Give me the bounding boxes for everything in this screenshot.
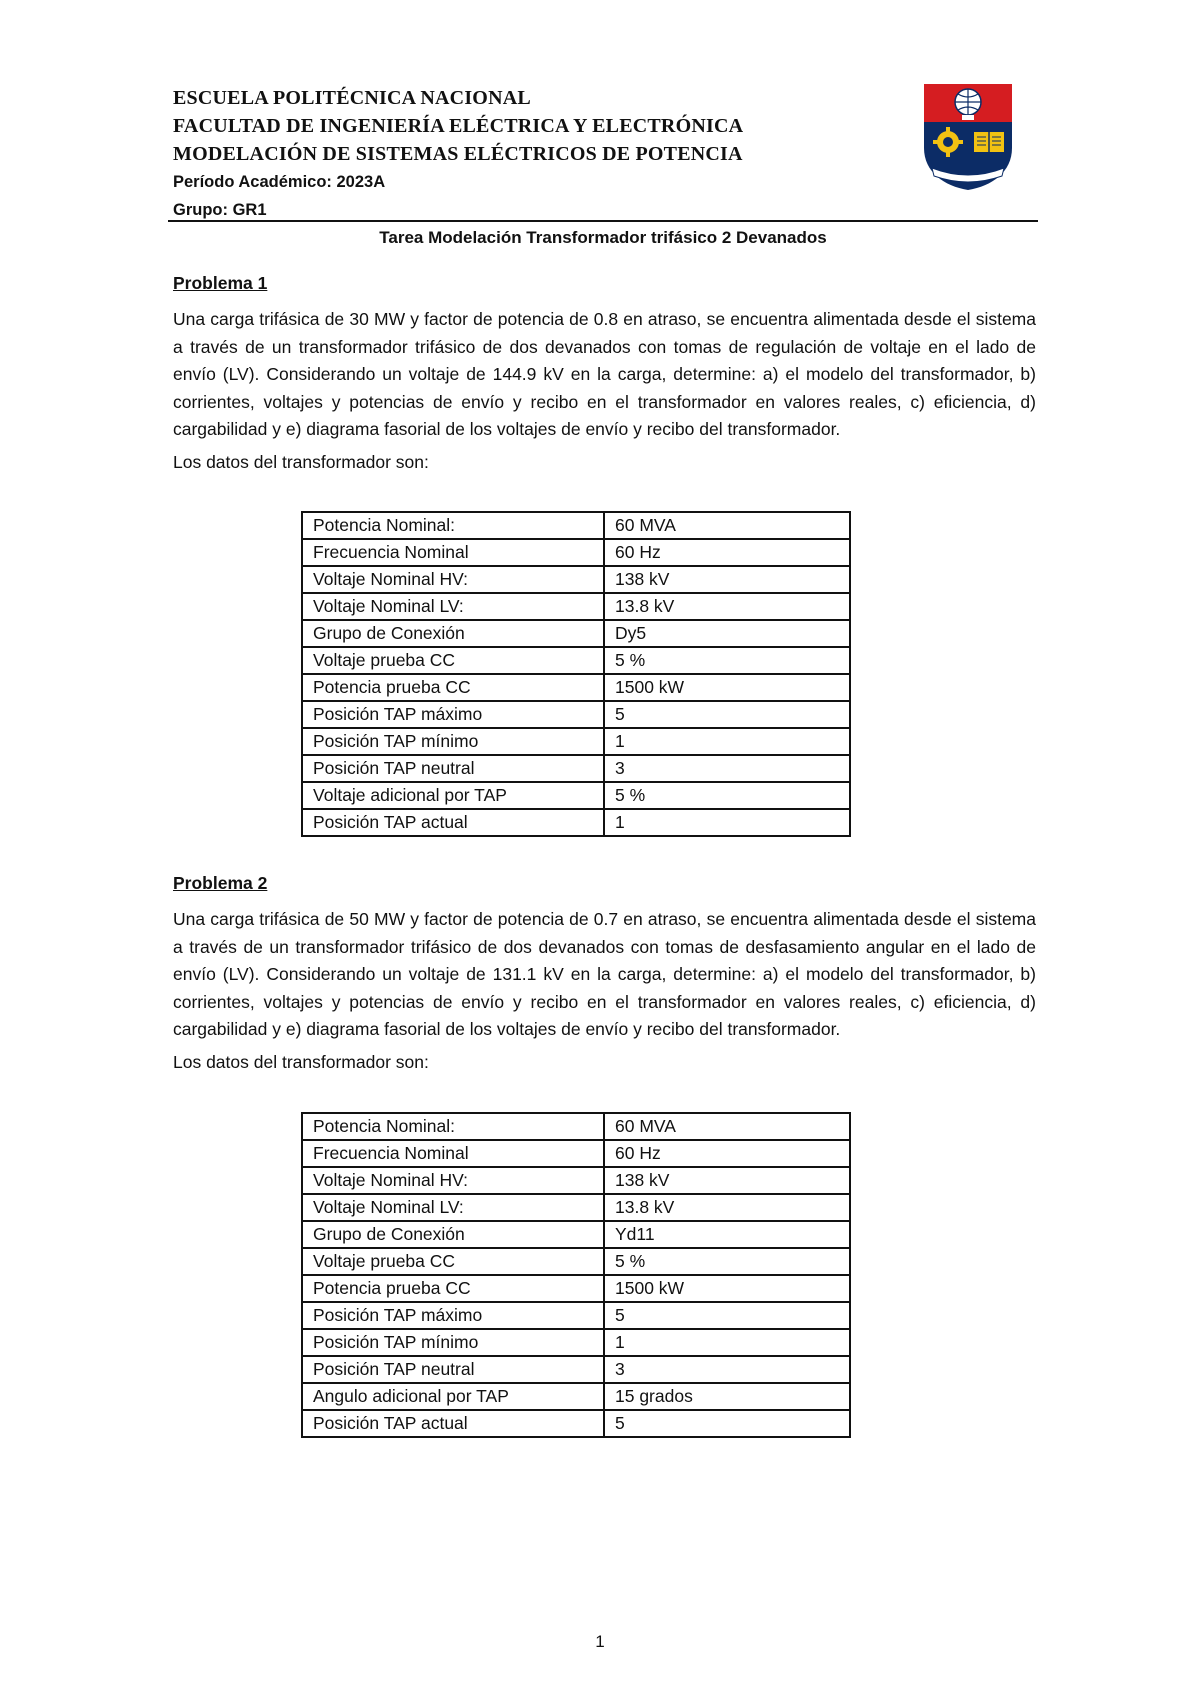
param-value: 5 [604, 1410, 850, 1437]
problem-2-intro: Los datos del transformador son: [173, 1051, 429, 1072]
table-row [302, 647, 850, 674]
param-value: 5 % [604, 647, 850, 674]
param-value: 1500 kW [604, 1275, 850, 1302]
param-name: Potencia prueba CC [302, 1275, 604, 1302]
param-value: 138 kV [604, 1167, 850, 1194]
table-row [302, 728, 850, 755]
task-title: Tarea Modelación Transformador trifásico 2 Devanados [379, 228, 827, 247]
param-value: 60 Hz [604, 539, 850, 566]
table-row [302, 674, 850, 701]
param-value: 60 Hz [604, 1140, 850, 1167]
problem-2-data-table [301, 1112, 851, 1438]
document-header [173, 84, 1033, 224]
param-value: 13.8 kV [604, 1194, 850, 1221]
table-row [302, 1194, 850, 1221]
problem-1-data-table [301, 511, 851, 837]
param-value: 60 MVA [604, 512, 850, 539]
param-name: Voltaje Nominal LV: [302, 593, 604, 620]
header-divider [168, 220, 1038, 222]
param-name: Posición TAP máximo [302, 1302, 604, 1329]
table-row [302, 1275, 850, 1302]
param-value: Yd11 [604, 1221, 850, 1248]
table-row [302, 1221, 850, 1248]
param-name: Posición TAP actual [302, 809, 604, 836]
university-logo [922, 82, 1014, 194]
param-value: 5 % [604, 1248, 850, 1275]
param-name: Potencia Nominal: [302, 1113, 604, 1140]
table-row [302, 539, 850, 566]
param-name: Posición TAP mínimo [302, 728, 604, 755]
university-crest-icon [922, 82, 1014, 194]
problem-1-title: Problema 1 [173, 273, 268, 293]
param-name: Grupo de Conexión [302, 620, 604, 647]
param-name: Voltaje adicional por TAP [302, 782, 604, 809]
param-value: 1 [604, 728, 850, 755]
param-value: 60 MVA [604, 1113, 850, 1140]
param-value: 5 % [604, 782, 850, 809]
param-value: 1 [604, 809, 850, 836]
param-name: Voltaje prueba CC [302, 647, 604, 674]
institution-name: ESCUELA POLITÉCNICA NACIONAL [173, 87, 531, 109]
param-name: Frecuencia Nominal [302, 1140, 604, 1167]
param-name: Voltaje Nominal HV: [302, 566, 604, 593]
param-name: Potencia Nominal: [302, 512, 604, 539]
param-value: 13.8 kV [604, 593, 850, 620]
table-row [302, 1167, 850, 1194]
table-row [302, 593, 850, 620]
table-row [302, 1113, 850, 1140]
param-value: 138 kV [604, 566, 850, 593]
param-name: Posición TAP máximo [302, 701, 604, 728]
table-row [302, 512, 850, 539]
faculty-name: FACULTAD DE INGENIERÍA ELÉCTRICA Y ELECTRÓNICA [173, 115, 744, 137]
course-name: MODELACIÓN DE SISTEMAS ELÉCTRICOS DE POTENCIA [173, 143, 743, 165]
table-row [302, 1248, 850, 1275]
param-value: 1 [604, 1329, 850, 1356]
page-number: 1 [595, 1632, 605, 1651]
param-name: Voltaje Nominal HV: [302, 1167, 604, 1194]
param-value: 3 [604, 755, 850, 782]
table-row [302, 782, 850, 809]
table-row [302, 1356, 850, 1383]
param-name: Potencia prueba CC [302, 674, 604, 701]
param-value: 5 [604, 701, 850, 728]
param-value: 3 [604, 1356, 850, 1383]
table-row [302, 755, 850, 782]
param-name: Posición TAP neutral [302, 1356, 604, 1383]
param-name: Angulo adicional por TAP [302, 1383, 604, 1410]
problem-2-title: Problema 2 [173, 873, 268, 893]
problem-1-intro: Los datos del transformador son: [173, 451, 429, 472]
group-label: Grupo: GR1 [173, 201, 267, 219]
param-value: 15 grados [604, 1383, 850, 1410]
param-value: 5 [604, 1302, 850, 1329]
param-name: Posición TAP neutral [302, 755, 604, 782]
table-row [302, 1329, 850, 1356]
table-row [302, 1140, 850, 1167]
problem-2-statement: Una carga trifásica de 50 MW y factor de potencia de 0.7 en atraso, se encuentra alimentada desde el sistema a través de un transformador trifásico de dos devanados con tomas de desfasamiento angular en el lado de envío (LV). Considerando un voltaje de 131.1 kV en la carga, determine: a) el modelo del transformador, b) corrientes, voltajes y potencias de envío y recibo en el transformador en valores reales, c) eficiencia, d) cargabilidad y e) diagrama fasorial de los voltajes de envío y recibo del transformador. [173, 909, 1036, 1039]
param-name: Posición TAP actual [302, 1410, 604, 1437]
table-row [302, 1383, 850, 1410]
table-row [302, 620, 850, 647]
param-name: Voltaje Nominal LV: [302, 1194, 604, 1221]
table-row [302, 809, 850, 836]
problem-2 [173, 870, 1036, 1074]
table-row [302, 1410, 850, 1437]
param-value: Dy5 [604, 620, 850, 647]
academic-period: Período Académico: 2023A [173, 173, 386, 191]
param-name: Frecuencia Nominal [302, 539, 604, 566]
param-name: Grupo de Conexión [302, 1221, 604, 1248]
problem-1-statement: Una carga trifásica de 30 MW y factor de potencia de 0.8 en atraso, se encuentra alimentada desde el sistema a través de un transformador trifásico de dos devanados con tomas de regulación de voltaje en el lado de envío (LV). Considerando un voltaje de 144.9 kV en la carga, determine: a) el modelo del transformador, b) corrientes, voltajes y potencias de envío y recibo en el transformador en valores reales, c) eficiencia, d) cargabilidad y e) diagrama fasorial de los voltajes de envío y recibo del transformador. [173, 309, 1036, 439]
param-value: 1500 kW [604, 674, 850, 701]
problem-1 [173, 270, 1036, 474]
param-name: Posición TAP mínimo [302, 1329, 604, 1356]
table-row [302, 701, 850, 728]
param-name: Voltaje prueba CC [302, 1248, 604, 1275]
table-row [302, 566, 850, 593]
table-row [302, 1302, 850, 1329]
